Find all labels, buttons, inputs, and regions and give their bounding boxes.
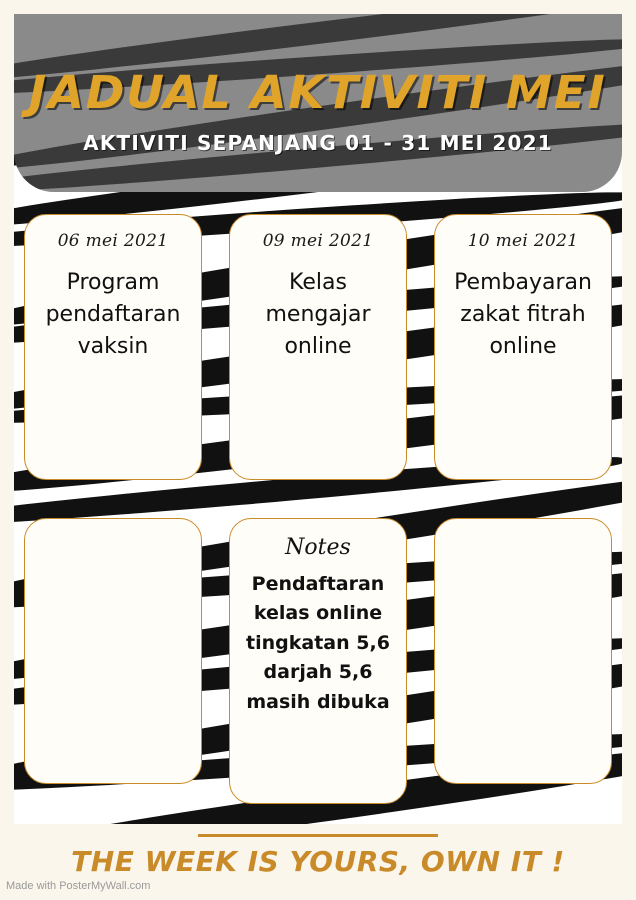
card-date: 09 mei 2021 [262,231,374,251]
page-subtitle: AKTIVITI SEPANJANG 01 - 31 MEI 2021 [83,130,553,155]
activity-card[interactable] [24,214,202,480]
card-date: 06 mei 2021 [57,231,169,251]
footer-divider [198,834,438,837]
activity-cards-row-2 [24,518,612,804]
notes-heading: Notes [285,535,351,560]
poster-header [14,14,622,192]
activity-card-empty[interactable] [24,518,202,784]
card-title: Pembayaran zakat fitrah online [454,270,592,359]
card-title: Kelas mengajar online [265,270,371,359]
activity-cards-row-1 [24,214,612,480]
watermark-label: Made with PosterMyWall.com [6,880,151,892]
activity-card[interactable] [229,214,407,480]
card-title: Program pendaftaran vaksin [45,270,181,359]
card-date: 10 mei 2021 [467,231,579,251]
notes-body: Pendaftaran kelas online tingkatan 5,6 darjah 5,6 masih dibuka [246,573,390,713]
activity-card[interactable] [434,214,612,480]
activity-card-empty[interactable] [434,518,612,784]
footer-tagline: THE WEEK IS YOURS, OWN IT ! [71,845,565,878]
page-title: JADUAL AKTIVITI MEI [29,66,607,120]
notes-card[interactable] [229,518,407,804]
